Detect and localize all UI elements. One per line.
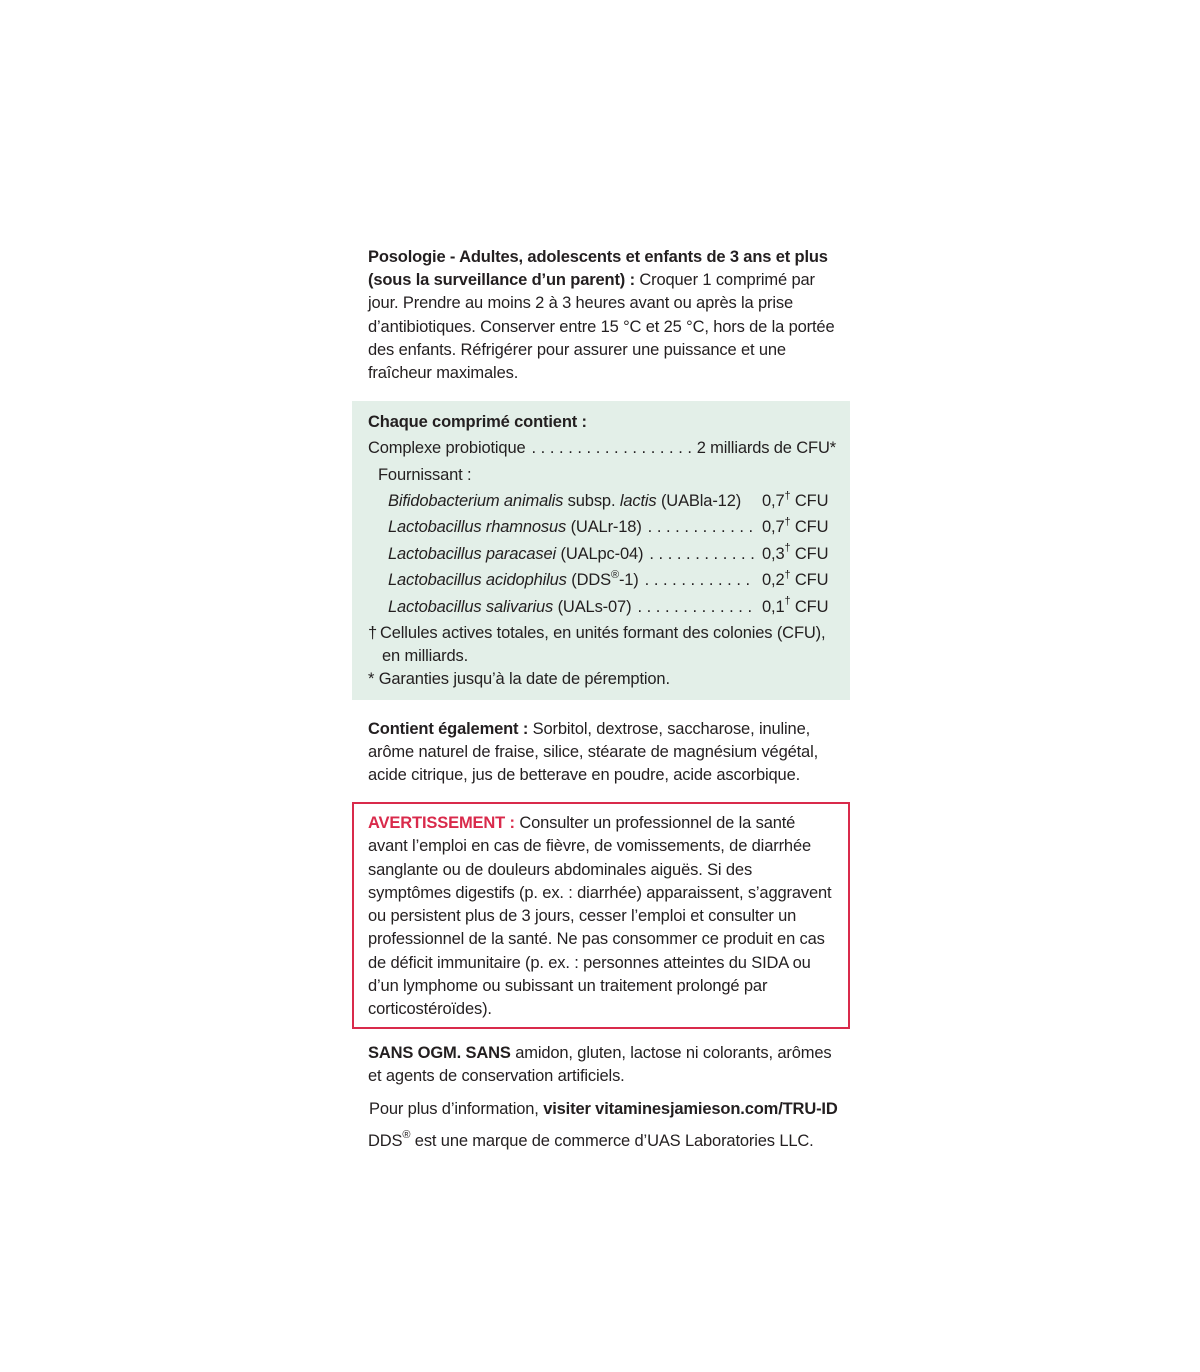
trademark-text: est une marque de commerce d’UAS Laboratories LLC. xyxy=(414,1131,814,1150)
strain-value: 0,1 xyxy=(762,597,785,616)
registered-mark: ® xyxy=(610,568,619,581)
dot-leader xyxy=(649,541,756,567)
free-from-statement xyxy=(352,1042,850,1088)
footnote-dagger-line1: Cellules actives totales, en unités formant des colonies (CFU), xyxy=(380,624,826,643)
non-medicinal-ingredients xyxy=(352,718,850,788)
ingredients-heading: Chaque comprimé contient : xyxy=(368,413,587,432)
strain-row xyxy=(368,488,836,514)
ingredient-amount: 2 milliards de CFU* xyxy=(696,439,836,458)
strain-amount xyxy=(762,594,836,620)
strain-subspecies: lactis xyxy=(619,492,657,511)
medicinal-ingredients-box xyxy=(352,401,850,699)
strain-subsp: subsp. xyxy=(563,492,620,511)
strain-unit: CFU xyxy=(790,518,829,537)
strain-row xyxy=(368,567,836,593)
strain-amount xyxy=(762,541,836,567)
more-info-text: Pour plus d’information, xyxy=(369,1099,539,1118)
dot-leader xyxy=(645,567,756,593)
strain-code: (UABla-12) xyxy=(656,492,742,511)
strain-value: 0,7 xyxy=(762,518,785,537)
strain-name xyxy=(388,541,643,567)
strain-code: (UALpc-04) xyxy=(556,544,644,563)
strain-name xyxy=(388,514,642,540)
footnote-dagger-line2: en milliards. xyxy=(382,647,469,666)
ingredient-row-complex xyxy=(368,435,836,461)
dagger-mark: † xyxy=(784,515,791,528)
dagger-mark: † xyxy=(784,542,791,555)
warning-text: Consulter un professionnel de la santé avant l’emploi en cas de fièvre, de vomissements, de diarrhée sanglante ou de douleurs abdominales aiguës. Si des symptômes digestifs (p. ex. : diarrhée) apparaissent, s’aggravent ou persistent plus de 3 jours, cesser l’emploi et consulter un professionnel de la santé. Ne pas consommer ce produit en cas de déficit immunitaire (p. ex. : personnes atteintes du SIDA ou d’un lymphome ou subissant un traitement prolongé par corticostéroïdes). xyxy=(368,814,832,1018)
providing-label xyxy=(368,462,836,488)
strain-code-end: -1) xyxy=(618,571,639,590)
warning-heading: AVERTISSEMENT : xyxy=(368,814,515,833)
providing-label-text: Fournissant : xyxy=(378,465,472,484)
dot-leader xyxy=(648,514,756,540)
strain-species: Lactobacillus salivarius xyxy=(388,597,554,616)
product-label-panel xyxy=(352,246,850,1153)
free-from-text: amidon, gluten, lactose ni colorants, arômes et agents de conservation artificiels. xyxy=(368,1044,832,1086)
dot-leader xyxy=(637,594,756,620)
strain-code: (UALs-07) xyxy=(553,597,632,616)
strain-amount xyxy=(762,488,836,514)
strain-name xyxy=(388,488,741,514)
trademark-notice xyxy=(352,1130,850,1153)
registered-mark: ® xyxy=(402,1129,411,1142)
strain-unit: CFU xyxy=(790,571,829,590)
dot-leader xyxy=(532,435,691,461)
more-info-website: visiter vitaminesjamieson.com/TRU-ID xyxy=(543,1099,838,1118)
strain-name xyxy=(388,567,639,593)
strain-value: 0,7 xyxy=(762,492,785,511)
ingredient-name: Complexe probiotique xyxy=(368,439,526,458)
other-ingredients-text: Sorbitol, dextrose, saccharose, inuline, arôme naturel de fraise, silice, stéarate de magnésium végétal, acide citrique, jus de betterave en poudre, acide ascorbique. xyxy=(368,719,819,785)
directions-heading: Posologie - Adultes, adolescents et enfants de 3 ans et plus (sous la surveillance d’un parent) : xyxy=(368,248,828,290)
dagger-mark: † xyxy=(784,595,791,608)
strain-row xyxy=(368,541,836,567)
directions-text: Croquer 1 comprimé par jour. Prendre au moins 2 à 3 heures avant ou après la prise d’antibiotiques. Conserver entre 15 °C et 25 °C, hors de la portée des enfants. Réfrigérer pour assurer une puissance et une fraîcheur maximales. xyxy=(368,271,835,383)
more-info xyxy=(352,1098,850,1121)
strain-value: 0,3 xyxy=(762,544,785,563)
strain-unit: CFU xyxy=(790,544,829,563)
footnote-dagger-mark: † xyxy=(368,624,378,643)
strain-species: Lactobacillus acidophilus xyxy=(388,571,567,590)
strain-species: Lactobacillus paracasei xyxy=(388,544,557,563)
strain-amount xyxy=(762,514,836,540)
strain-row xyxy=(368,514,836,540)
directions-section xyxy=(352,246,850,385)
trademark-prefix: DDS xyxy=(368,1131,403,1150)
warning-box xyxy=(352,802,850,1029)
free-from-label: SANS xyxy=(465,1044,511,1063)
strain-row xyxy=(368,594,836,620)
strain-species: Bifidobacterium animalis xyxy=(388,492,564,511)
strain-value: 0,2 xyxy=(762,571,785,590)
strain-amount xyxy=(762,567,836,593)
dagger-mark: † xyxy=(784,568,791,581)
dagger-mark: † xyxy=(784,489,791,502)
strain-unit: CFU xyxy=(790,597,829,616)
other-ingredients-heading: Contient également : xyxy=(368,719,529,738)
strain-code: (UALr-18) xyxy=(566,518,642,537)
footnote-dagger xyxy=(368,622,836,668)
strain-species: Lactobacillus rhamnosus xyxy=(388,518,567,537)
strain-unit: CFU xyxy=(790,492,829,511)
strain-code: (DDS xyxy=(566,571,611,590)
strain-name xyxy=(388,594,631,620)
gmo-free-label: SANS OGM. xyxy=(368,1044,462,1063)
footnote-star: * Garanties jusqu’à la date de péremption. xyxy=(368,670,670,689)
